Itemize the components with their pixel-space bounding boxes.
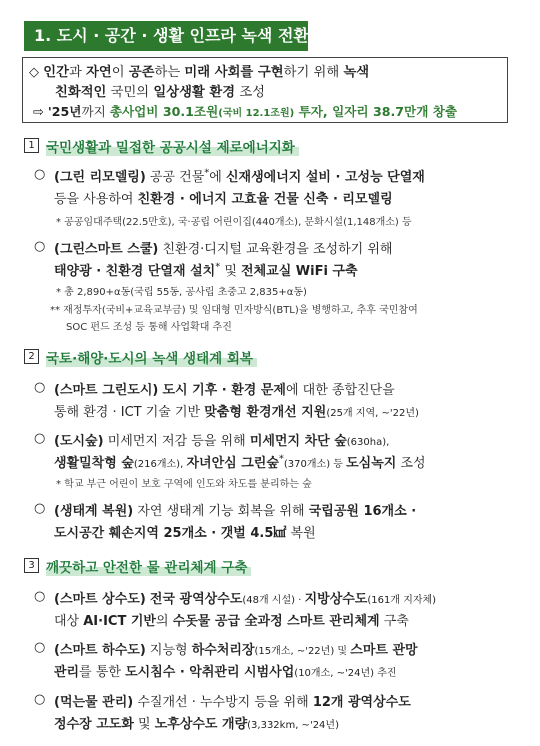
item-line: (스마트 하수도) 지능형 하수처리장(15개소, ~'22년) 및 스마트 관망	[54, 643, 418, 658]
item-line: 태양광 · 친환경 단열재 설치* 및 전체교실 WiFi 구축	[54, 261, 358, 279]
item-line: 생활밀착형 숲(216개소), 자녀안심 그린숲*(370개소) 등 도심녹지 조성	[54, 453, 426, 471]
item-line: (그린 리모델링) 공공 건물*에 신재생에너지 설비 · 고성능 단열재	[54, 167, 425, 185]
summary-line-1: ◇ 인간과 자연이 공존하는 미래 사회를 구현하기 위해 녹색	[29, 65, 370, 80]
section-title: 깨끗하고 안전한 물 관리체계 구축	[46, 556, 251, 576]
section-number: 2	[24, 349, 39, 364]
bullet-icon: ○	[34, 431, 46, 446]
footnote: ** 재정투자(국비+교육교부금) 및 임대형 민자방식(BTL)을 병행하고, 추후 국민참여	[50, 305, 418, 316]
footnote: SOC 펀드 조성 등 통해 사업확대 추진	[66, 322, 232, 333]
bullet-icon: ○	[34, 640, 46, 655]
section-number: 3	[24, 558, 39, 573]
bullet-icon: ○	[34, 501, 46, 516]
item-line: 관리를 통한 도시침수 · 악취관리 시범사업(10개소, ~'24년) 추진	[54, 665, 397, 680]
bullet-icon: ○	[34, 239, 46, 254]
section-number: 1	[24, 138, 39, 153]
section-title: 국민생활과 밀접한 공공시설 제로에너지화	[46, 136, 299, 156]
footnote: * 공공임대주택(22.5만호), 국·공립 어린이집(440개소), 문화시설(1,148개소) 등	[56, 217, 412, 228]
item-line: (스마트 그린도시) 도시 기후 · 환경 문제에 대한 종합진단을	[54, 383, 395, 398]
item-line: (도시숲) 미세먼지 저감 등을 위해 미세먼지 차단 숲(630ha),	[54, 434, 390, 449]
item-line: 정수장 고도화 및 노후상수도 개량(3,332km, ~'24년)	[54, 717, 339, 732]
item-line: 대상 AI·ICT 기반의 수돗물 공급 全과정 스마트 관리체계 구축	[54, 614, 409, 629]
summary-line-3: ⇨ '25년까지 총사업비 30.1조원(국비 12.1조원) 투자, 일자리 38.7만개 창출	[33, 104, 458, 120]
summary-line-2: 친화적인 국민의 일상생활 환경 조성	[55, 85, 266, 100]
item-line: (생태계 복원) 자연 생태계 기능 회복을 위해 국립공원 16개소 ·	[54, 504, 417, 519]
footnote: * 총 2,890+α동(국립 55동, 공사립 초중고 2,835+α동)	[56, 287, 307, 298]
item-line: 통해 환경 · ICT 기술 기반 맞춤형 환경개선 지원(25개 지역, ~'22년)	[54, 405, 419, 420]
diamond-icon: ◇	[29, 65, 39, 80]
bullet-icon: ○	[34, 589, 46, 604]
item-line: (스마트 상수도) 전국 광역상수도(48개 시설) · 지방상수도(161개 지자체)	[54, 592, 437, 607]
footnote: * 학교 부근 어린이 보호 구역에 인도와 차도를 분리하는 숲	[56, 479, 312, 490]
item-line: 등을 사용하여 친환경 · 에너지 고효율 건물 신축 · 리모델링	[54, 192, 393, 207]
bullet-icon: ○	[34, 167, 46, 182]
main-title: 1. 도시 · 공간 · 생활 인프라 녹색 전환	[24, 21, 308, 51]
summary-box	[22, 57, 508, 123]
arrow-icon: ⇨	[33, 105, 44, 120]
item-line: 도시공간 훼손지역 25개소 · 갯벌 4.5㎢ 복원	[54, 526, 316, 541]
item-line: (먹는물 관리) 수질개선 · 누수방지 등을 위해 12개 광역상수도	[54, 695, 411, 710]
bullet-icon: ○	[34, 380, 46, 395]
bullet-icon: ○	[34, 692, 46, 707]
section-title: 국토·해양·도시의 녹색 생태계 회복	[46, 347, 257, 367]
item-line: (그린스마트 스쿨) 친환경·디지털 교육환경을 조성하기 위해	[54, 242, 393, 257]
